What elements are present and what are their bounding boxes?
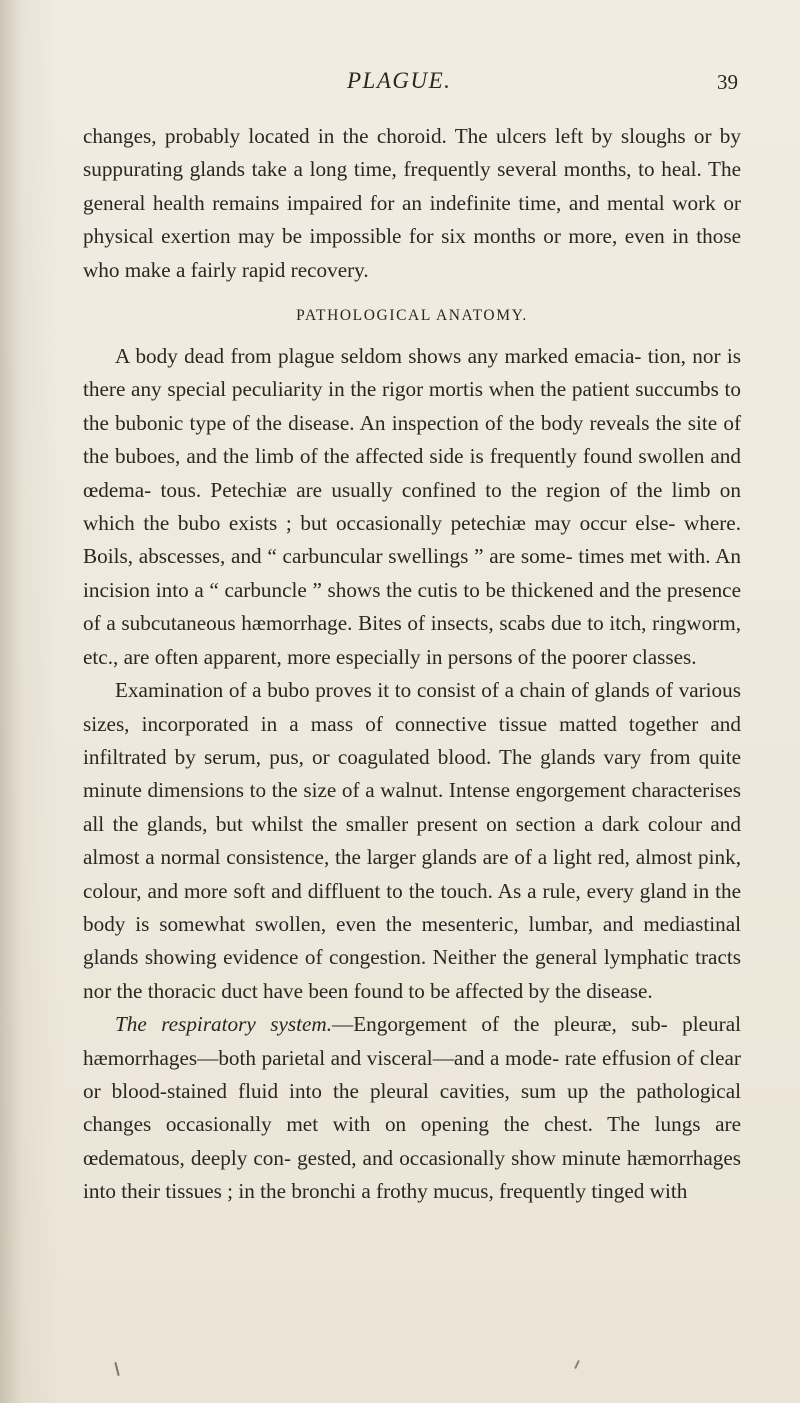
paragraph-bubo-examination: Examination of a bubo proves it to consist of a chain of glands of various sizes, incorporated in a mass of connective tissue matted together and infiltrated by serum, pus, or coagulated blood. The glands vary from quite minute dimensions to the size of a walnut. Intense engorgement characterises all the glands, but whilst the smaller present on section a dark colour and almost a normal consistence, the larger glands are of a light red, almost pink, colour, and more soft and diffluent to the touch. As a rule, every gland in the body is somewhat swollen, even the mesenteric, lumbar, and mediastinal glands showing evidence of congestion. Neither the general lymphatic tracts nor the thoracic duct have been found to be affected by the disease. bbox=[83, 678, 741, 1003]
respiratory-text: —Engorgement of the pleuræ, sub- pleural hæmorrhages—both parietal and visceral—and a mode- rate effusion of clear or blood-stained fluid into the pleural cavities, sum up the pathological changes occasionally met with on opening the chest. The lungs are œdematous, deeply con- gested, and occasionally show minute hæmorrhages into their tissues ; in the bronchi a frothy mucus, frequently tinged with bbox=[83, 1012, 741, 1204]
print-speck bbox=[114, 1362, 119, 1376]
running-title: PLAGUE. bbox=[347, 68, 452, 93]
page-number: 39 bbox=[717, 70, 738, 94]
page-header bbox=[0, 68, 800, 108]
respiratory-subhead: The respiratory system. bbox=[115, 1012, 333, 1037]
paragraph-body-appearance: A body dead from plague seldom shows any marked emacia- tion, nor is there any special peculiarity in the rigor mortis when the patient succumbs to the bubonic type of the disease. An inspection of the body reveals the site of the buboes, and the limb of the affected side is frequently found swollen and œdema- tous. Petechiæ are usually confined to the region of the limb on which the bubo exists ; but occasionally petechiæ may occur else- where. Boils, abscesses, and “ carbuncular swellings ” are some- times met with. An incision into a “ carbuncle ” shows the cutis to be thickened and the presence of a subcutaneous hæmorrhage. Bites of insects, scabs due to itch, ringworm, etc., are often apparent, more especially in persons of the poorer classes. bbox=[83, 344, 741, 669]
section-heading: PATHOLOGICAL ANATOMY. bbox=[296, 307, 528, 325]
page-body bbox=[83, 120, 741, 1209]
continuation-paragraph: changes, probably located in the choroid. The ulcers left by sloughs or by suppurating glands take a long time, frequently several months, to heal. The general health remains impaired for an indefinite time, and mental work or physical exertion may be impossible for six months or more, even in those who make a fairly rapid recovery. bbox=[83, 124, 741, 282]
paragraph-respiratory-system bbox=[83, 1008, 741, 1208]
print-speck bbox=[574, 1360, 580, 1369]
